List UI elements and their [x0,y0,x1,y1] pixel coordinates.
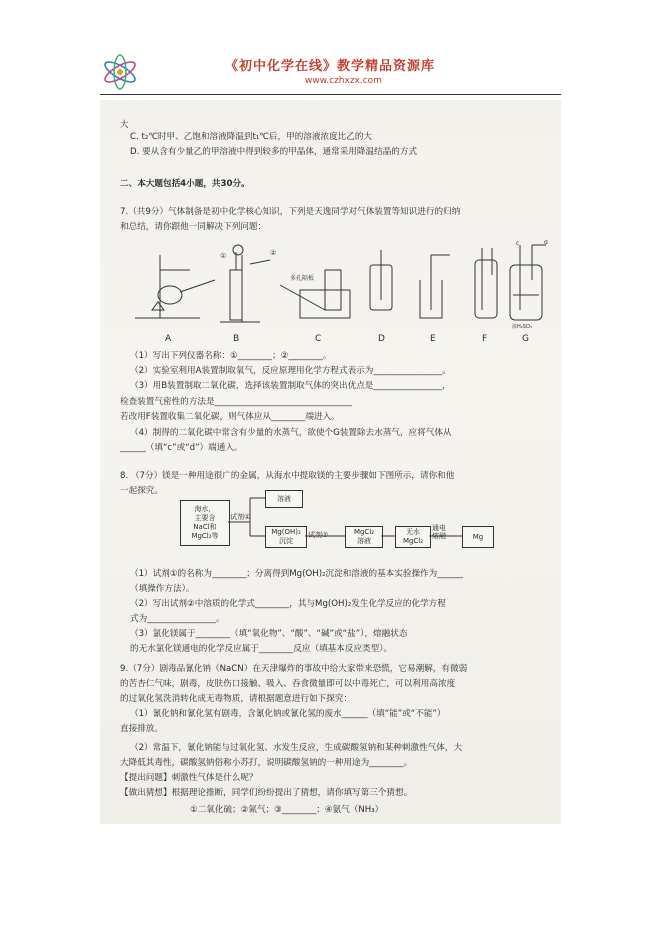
label-instrument-2: ② [270,249,277,257]
electrolysis-label: 通电 熔融 [432,524,446,540]
box-seawater: 海水， 主要含 NaCl和 MgCl₂等 [180,500,230,546]
site-title: 《初中化学在线》教学精品资源库 [225,59,436,74]
apparatus-label-d: D [378,334,385,344]
q7-part-4-cont: ______（填“c”或“d”）端通入。 [120,443,243,453]
q8-part-2: （2）写出试剂②中溶质的化学式________，其与Mg(OH)₂发生化学反应的化学方程 [130,599,446,609]
text-line: 大 [120,120,129,130]
question-9-intro-3: 的过氧化氢洗消转化成无毒物质，请根据题意进行如下探究： [120,694,353,704]
box-mgcl2-solution: MgCl₂ 溶液 [345,526,383,548]
label-d: d [544,240,548,246]
scanned-exam-page [100,100,561,824]
gas-apparatus-figure [130,240,550,340]
q8-part-2-cont: 式为________________。 [130,614,225,624]
magnesium-flowchart [180,490,510,570]
question-8-intro: 8. （7分）镁是一种用途很广的金属，从海水中提取镁的主要步骤如下图所示，请你和他 [120,471,455,481]
apparatus-label-f: F [482,334,488,344]
apparatus-label-b: B [233,334,240,344]
question-7-intro: 7.（共9分）气体制备是初中化学核心知识，下列是天逸同学对气体装置等知识进行的归纳 [120,207,461,217]
atom-logo-icon [100,52,140,92]
q9-part-1-cont: 直接排放。 [120,724,163,734]
label-porous-plate: 多孔隔板 [290,275,315,282]
option-c: C. t₂℃时甲、乙饱和溶液降温到t₁℃后，甲的溶液浓度比乙的大 [130,132,373,142]
question-9-intro-2: 的苦杏仁气味，剧毒，皮肤伤口接触、吸入、吞食微量即可以中毒死亡，可以利用高浓度 [120,679,456,689]
apparatus-labels [130,334,550,346]
reagent-2-label: 试剂② [308,531,329,539]
q8-part-3-cont: 的无水氯化镁通电的化学反应属于________反应（填基本反应类型）。 [130,644,393,654]
site-url: www.czhxzx.com [305,76,382,86]
reagent-1-label: 试剂① [230,513,251,521]
q7-part-3-cont: 检查装置气密性的方法是________________________________ [120,397,353,407]
apparatus-label-a: A [165,334,172,344]
q9-part-2-cont: 大降低其毒性，碳酸氢钠俗称小苏打，说明碳酸氢钠的一种用途为________。 [120,758,413,768]
apparatus-label-e: E [430,334,436,344]
q9-part-1: （1）氰化钠和氰化氢有剧毒，含氰化钠或氰化氢的废水______（填“能”或“不能”） [130,709,446,719]
label-c: c [516,240,520,247]
apparatus-label-c: C [315,334,322,344]
flow-arrows [180,490,510,570]
label-acid: 浓H₂SO₄ [512,324,532,330]
q9-hypothesis-options: ①二氧化硫；②氮气；③________；④氨气（NH₃） [190,805,384,815]
label-instrument-1: ① [220,252,227,260]
box-anhydrous-mgcl2: 无水 MgCl₂ [395,526,431,548]
q7-part-3: （3）用B装置制取二氧化碳，选择该装置制取气体的突出优点是________________， [130,381,451,391]
q9-hypothesis: 【做出猜想】根据理论推断，同学们纷纷提出了猜想，请你填写第三个猜想。 [120,788,413,798]
q9-question: 【提出问题】刺激性气体是什么呢？ [120,773,258,783]
box-magnesium: Mg [462,526,494,548]
q9-part-2: （2）常温下，氰化钠能与过氧化氢、水发生反应，生成碳酸氢钠和某种刺激性气体，大 [130,743,463,753]
q7-part-4: （4）制得的二氧化碳中常含有少量的水蒸气，欲使个G装置除去水蒸气，应将气体从 [130,428,452,438]
q7-part-1: （1）写出下列仪器名称：①________；②________。 [130,351,332,361]
question-7-intro-cont: 和总结，请你跟他一同解决下列问题： [120,222,267,232]
q8-part-1: （1）试剂①的名称为________；分离得到Mg(OH)₂沉淀和溶液的基本实验操作为______ [130,569,464,579]
box-solution: 溶液 [265,490,303,508]
box-mgoh2: Mg(OH)₂ 沉淀 [265,526,307,548]
q8-part-1-cont: （填操作方法）。 [130,584,195,594]
q8-part-3: （3）氯化镁属于________（填“氧化物”、“酸”、“碱”或“盐”），熔融状态 [130,629,408,639]
page-header [100,46,561,98]
q7-part-3-collect: 若改用F装置收集二氧化碳，则气体应从________端进入。 [120,412,340,422]
question-8-intro-cont: 一起探究。 [120,486,163,496]
apparatus-label-g: G [522,334,529,344]
header-divider [100,94,561,95]
section-heading: 二、本大题包括4小题，共30分。 [120,179,250,189]
option-d: D. 要从含有少量乙的甲溶液中得到较多的甲晶体，通常采用降温结晶的方式 [130,147,418,157]
question-9-intro: 9.（7分）剧毒品氰化钠（NaCN）在天津爆炸的事故中给大家带来恐慌，它易潮解，有微弱 [120,664,468,674]
q7-part-2: （2）实验室利用A装置制取氧气，反应原理用化学方程式表示为________________。 [130,366,451,376]
